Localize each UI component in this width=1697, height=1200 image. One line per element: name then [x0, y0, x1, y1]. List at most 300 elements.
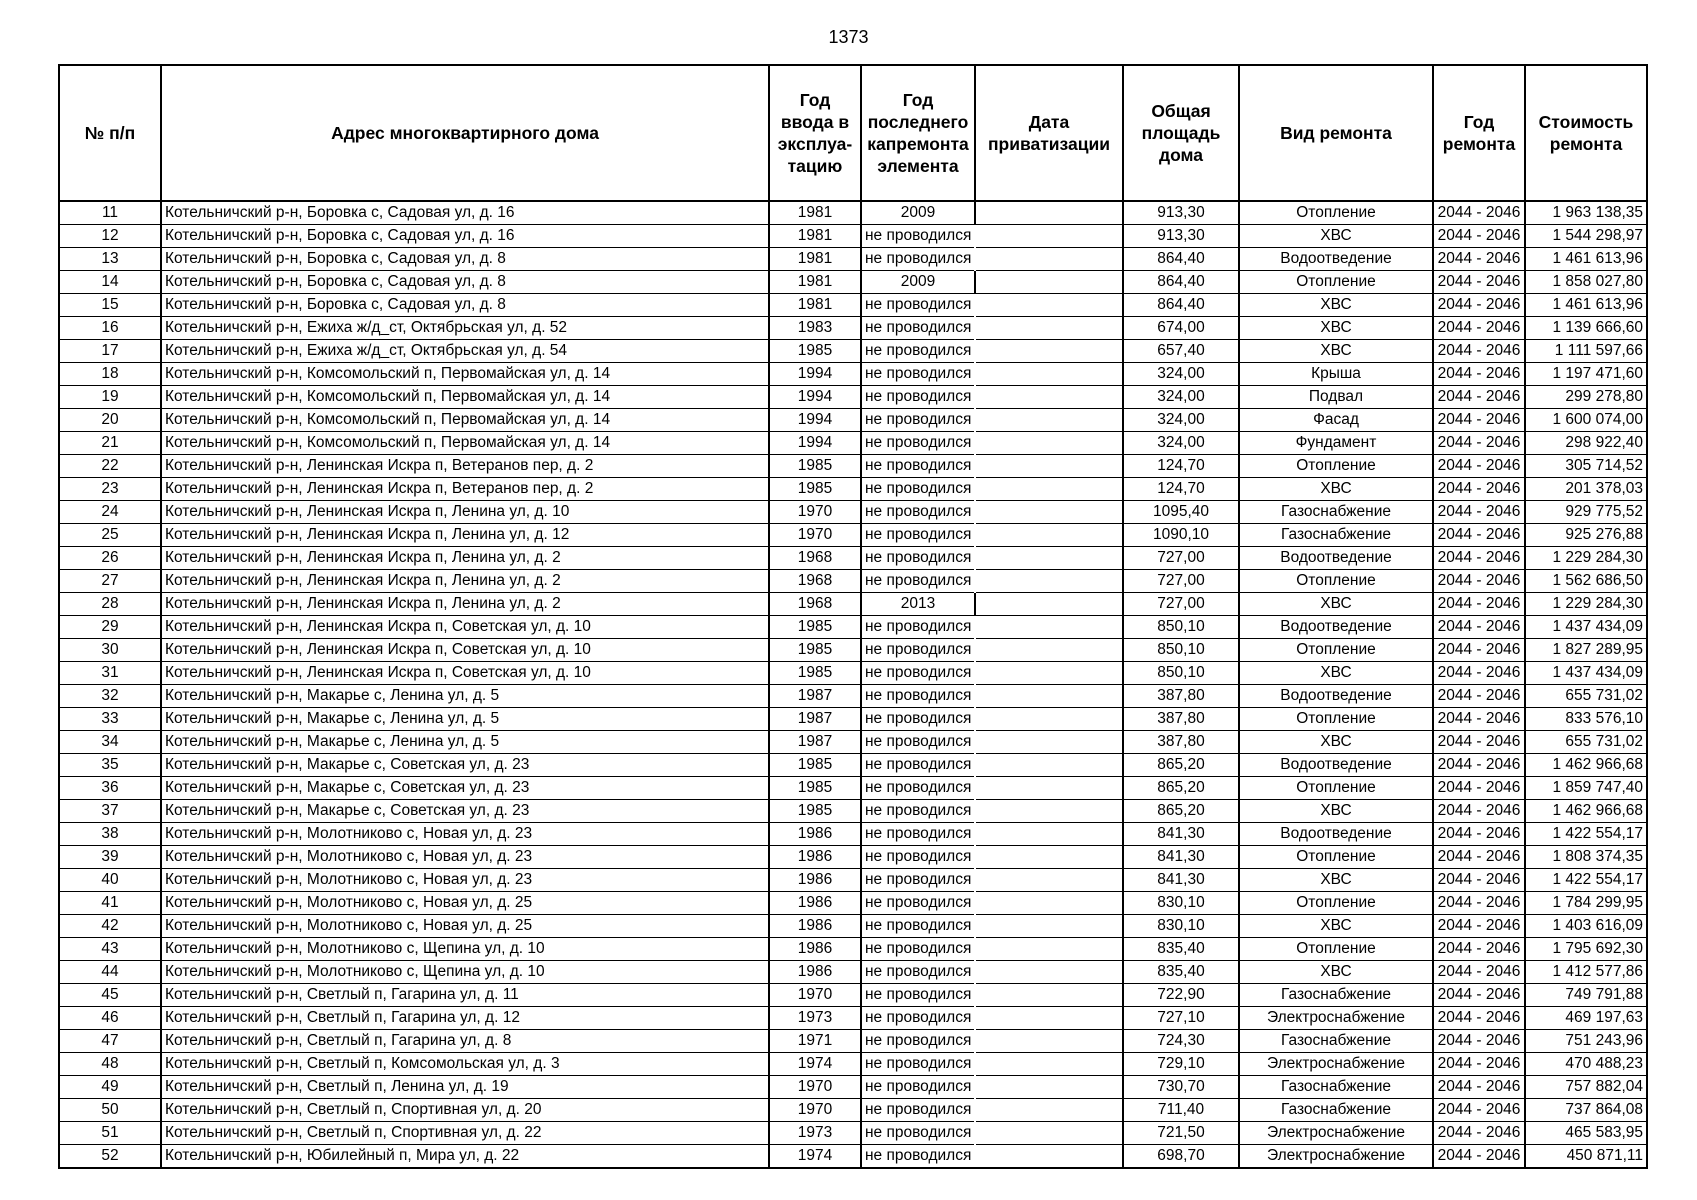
row-repair-period: 2044 - 2046 [1433, 1007, 1525, 1030]
table-row [59, 846, 1647, 869]
row-area: 387,80 [1123, 685, 1239, 708]
table-row [59, 201, 1647, 225]
table-row [59, 800, 1647, 823]
row-year-built: 1985 [769, 616, 861, 639]
table-row [59, 1053, 1647, 1076]
row-number: 12 [59, 225, 161, 248]
row-year-built: 1985 [769, 777, 861, 800]
row-area: 727,00 [1123, 570, 1239, 593]
row-number: 32 [59, 685, 161, 708]
row-cost: 929 775,52 [1525, 501, 1647, 524]
row-repair-period: 2044 - 2046 [1433, 777, 1525, 800]
row-last-repair: не проводился [861, 547, 975, 570]
row-area: 124,70 [1123, 478, 1239, 501]
table-row [59, 708, 1647, 731]
row-number: 49 [59, 1076, 161, 1099]
row-cost: 1 403 616,09 [1525, 915, 1647, 938]
table-row [59, 869, 1647, 892]
row-year-built: 1981 [769, 201, 861, 225]
row-number: 37 [59, 800, 161, 823]
row-area: 864,40 [1123, 294, 1239, 317]
row-repair-type: Водоотведение [1239, 248, 1433, 271]
row-address: Котельничский р-н, Ленинская Искра п, Советская ул, д. 10 [161, 662, 769, 685]
row-year-built: 1987 [769, 731, 861, 754]
row-repair-type: ХВС [1239, 225, 1433, 248]
row-address: Котельничский р-н, Комсомольский п, Первомайская ул, д. 14 [161, 432, 769, 455]
row-year-built: 1981 [769, 294, 861, 317]
row-address: Котельничский р-н, Комсомольский п, Первомайская ул, д. 14 [161, 386, 769, 409]
row-cost: 1 412 577,86 [1525, 961, 1647, 984]
table-row [59, 271, 1647, 294]
row-number: 50 [59, 1099, 161, 1122]
row-area: 324,00 [1123, 409, 1239, 432]
header-repair-type: Вид ремонта [1239, 65, 1433, 201]
row-address: Котельничский р-н, Светлый п, Гагарина ул, д. 11 [161, 984, 769, 1007]
row-cost: 1 795 692,30 [1525, 938, 1647, 961]
table-row [59, 363, 1647, 386]
row-repair-period: 2044 - 2046 [1433, 938, 1525, 961]
row-number: 36 [59, 777, 161, 800]
row-privatization [975, 524, 1123, 547]
row-repair-period: 2044 - 2046 [1433, 823, 1525, 846]
row-area: 830,10 [1123, 892, 1239, 915]
row-address: Котельничский р-н, Комсомольский п, Первомайская ул, д. 14 [161, 409, 769, 432]
row-last-repair: не проводился [861, 754, 975, 777]
row-repair-period: 2044 - 2046 [1433, 915, 1525, 938]
row-cost: 655 731,02 [1525, 731, 1647, 754]
row-address: Котельничский р-н, Ленинская Искра п, Ветеранов пер, д. 2 [161, 455, 769, 478]
row-address: Котельничский р-н, Макарье с, Советская ул, д. 23 [161, 777, 769, 800]
row-repair-type: ХВС [1239, 294, 1433, 317]
row-privatization [975, 708, 1123, 731]
row-year-built: 1985 [769, 455, 861, 478]
row-last-repair: не проводился [861, 524, 975, 547]
table-row [59, 1122, 1647, 1145]
row-area: 721,50 [1123, 1122, 1239, 1145]
row-number: 20 [59, 409, 161, 432]
row-number: 38 [59, 823, 161, 846]
row-number: 22 [59, 455, 161, 478]
row-repair-period: 2044 - 2046 [1433, 455, 1525, 478]
row-address: Котельничский р-н, Макарье с, Советская ул, д. 23 [161, 754, 769, 777]
row-privatization [975, 616, 1123, 639]
row-year-built: 1970 [769, 1099, 861, 1122]
row-last-repair: не проводился [861, 317, 975, 340]
row-number: 52 [59, 1145, 161, 1169]
row-repair-type: Водоотведение [1239, 547, 1433, 570]
row-privatization [975, 248, 1123, 271]
row-privatization [975, 570, 1123, 593]
row-area: 722,90 [1123, 984, 1239, 1007]
table-row [59, 662, 1647, 685]
row-repair-type: Отопление [1239, 846, 1433, 869]
row-address: Котельничский р-н, Светлый п, Гагарина ул, д. 8 [161, 1030, 769, 1053]
row-privatization [975, 823, 1123, 846]
row-address: Котельничский р-н, Боровка с, Садовая ул, д. 16 [161, 201, 769, 225]
row-privatization [975, 1099, 1123, 1122]
row-last-repair: 2009 [861, 271, 975, 294]
table-row [59, 961, 1647, 984]
row-number: 43 [59, 938, 161, 961]
row-year-built: 1986 [769, 961, 861, 984]
row-repair-period: 2044 - 2046 [1433, 869, 1525, 892]
row-address: Котельничский р-н, Ленинская Искра п, Ленина ул, д. 2 [161, 547, 769, 570]
row-area: 850,10 [1123, 616, 1239, 639]
row-repair-period: 2044 - 2046 [1433, 570, 1525, 593]
table-row [59, 938, 1647, 961]
row-cost: 201 378,03 [1525, 478, 1647, 501]
row-address: Котельничский р-н, Светлый п, Ленина ул, д. 19 [161, 1076, 769, 1099]
row-last-repair: не проводился [861, 1030, 975, 1053]
row-number: 13 [59, 248, 161, 271]
row-area: 850,10 [1123, 662, 1239, 685]
row-repair-period: 2044 - 2046 [1433, 984, 1525, 1007]
row-repair-type: Отопление [1239, 938, 1433, 961]
row-year-built: 1985 [769, 478, 861, 501]
row-cost: 655 731,02 [1525, 685, 1647, 708]
table-row [59, 984, 1647, 1007]
row-area: 865,20 [1123, 777, 1239, 800]
row-area: 913,30 [1123, 201, 1239, 225]
table-row [59, 478, 1647, 501]
table-row [59, 409, 1647, 432]
row-year-built: 1994 [769, 432, 861, 455]
row-repair-period: 2044 - 2046 [1433, 271, 1525, 294]
row-repair-period: 2044 - 2046 [1433, 363, 1525, 386]
row-address: Котельничский р-н, Светлый п, Гагарина ул, д. 12 [161, 1007, 769, 1030]
row-year-built: 1974 [769, 1053, 861, 1076]
row-year-built: 1985 [769, 800, 861, 823]
row-repair-period: 2044 - 2046 [1433, 685, 1525, 708]
row-address: Котельничский р-н, Боровка с, Садовая ул, д. 8 [161, 248, 769, 271]
row-repair-period: 2044 - 2046 [1433, 1076, 1525, 1099]
row-address: Котельничский р-н, Юбилейный п, Мира ул, д. 22 [161, 1145, 769, 1169]
row-address: Котельничский р-н, Макарье с, Советская ул, д. 23 [161, 800, 769, 823]
row-area: 864,40 [1123, 248, 1239, 271]
table-row [59, 547, 1647, 570]
row-last-repair: не проводился [861, 248, 975, 271]
row-number: 19 [59, 386, 161, 409]
row-privatization [975, 363, 1123, 386]
row-number: 33 [59, 708, 161, 731]
row-year-built: 1971 [769, 1030, 861, 1053]
row-number: 11 [59, 201, 161, 225]
row-number: 34 [59, 731, 161, 754]
row-last-repair: не проводился [861, 1053, 975, 1076]
row-area: 387,80 [1123, 708, 1239, 731]
header-area: Общая площадь дома [1123, 65, 1239, 201]
row-repair-type: Газоснабжение [1239, 1030, 1433, 1053]
table-row [59, 340, 1647, 363]
row-cost: 1 437 434,09 [1525, 662, 1647, 685]
table-row [59, 754, 1647, 777]
row-year-built: 1985 [769, 754, 861, 777]
row-address: Котельничский р-н, Светлый п, Комсомольская ул, д. 3 [161, 1053, 769, 1076]
row-last-repair: не проводился [861, 846, 975, 869]
table-row [59, 892, 1647, 915]
row-repair-period: 2044 - 2046 [1433, 317, 1525, 340]
row-repair-type: ХВС [1239, 340, 1433, 363]
row-year-built: 1986 [769, 846, 861, 869]
row-last-repair: 2013 [861, 593, 975, 616]
row-address: Котельничский р-н, Молотниково с, Новая ул, д. 23 [161, 869, 769, 892]
row-address: Котельничский р-н, Макарье с, Ленина ул, д. 5 [161, 685, 769, 708]
table-row [59, 248, 1647, 271]
row-last-repair: не проводился [861, 800, 975, 823]
row-repair-type: Электроснабжение [1239, 1122, 1433, 1145]
row-privatization [975, 1122, 1123, 1145]
row-cost: 1 544 298,97 [1525, 225, 1647, 248]
table-row [59, 616, 1647, 639]
row-year-built: 1981 [769, 248, 861, 271]
row-last-repair: не проводился [861, 639, 975, 662]
row-cost: 299 278,80 [1525, 386, 1647, 409]
row-privatization [975, 340, 1123, 363]
row-number: 27 [59, 570, 161, 593]
row-area: 1095,40 [1123, 501, 1239, 524]
row-repair-period: 2044 - 2046 [1433, 708, 1525, 731]
row-cost: 470 488,23 [1525, 1053, 1647, 1076]
row-repair-type: Подвал [1239, 386, 1433, 409]
row-repair-type: Водоотведение [1239, 823, 1433, 846]
row-year-built: 1986 [769, 869, 861, 892]
row-repair-period: 2044 - 2046 [1433, 340, 1525, 363]
row-number: 25 [59, 524, 161, 547]
row-year-built: 1987 [769, 708, 861, 731]
row-repair-period: 2044 - 2046 [1433, 961, 1525, 984]
row-year-built: 1974 [769, 1145, 861, 1169]
row-year-built: 1981 [769, 271, 861, 294]
row-year-built: 1987 [769, 685, 861, 708]
row-cost: 1 808 374,35 [1525, 846, 1647, 869]
row-last-repair: не проводился [861, 386, 975, 409]
row-last-repair: не проводился [861, 1076, 975, 1099]
table-row [59, 823, 1647, 846]
row-repair-type: Крыша [1239, 363, 1433, 386]
row-area: 727,10 [1123, 1007, 1239, 1030]
row-area: 841,30 [1123, 823, 1239, 846]
row-repair-period: 2044 - 2046 [1433, 1099, 1525, 1122]
row-privatization [975, 1076, 1123, 1099]
row-last-repair: не проводился [861, 409, 975, 432]
row-year-built: 1994 [769, 363, 861, 386]
row-repair-period: 2044 - 2046 [1433, 201, 1525, 225]
row-last-repair: не проводился [861, 478, 975, 501]
row-area: 324,00 [1123, 386, 1239, 409]
table-row [59, 1099, 1647, 1122]
row-last-repair: не проводился [861, 984, 975, 1007]
row-last-repair: не проводился [861, 455, 975, 478]
row-privatization [975, 662, 1123, 685]
row-year-built: 1986 [769, 938, 861, 961]
table-row [59, 317, 1647, 340]
row-repair-type: ХВС [1239, 800, 1433, 823]
row-last-repair: не проводился [861, 938, 975, 961]
row-cost: 1 422 554,17 [1525, 823, 1647, 846]
table-row [59, 432, 1647, 455]
row-cost: 305 714,52 [1525, 455, 1647, 478]
row-cost: 1 461 613,96 [1525, 248, 1647, 271]
page-number: 1373 [828, 27, 869, 47]
row-year-built: 1970 [769, 1076, 861, 1099]
row-repair-type: Отопление [1239, 455, 1433, 478]
row-year-built: 1985 [769, 340, 861, 363]
row-year-built: 1968 [769, 547, 861, 570]
table-header-row [59, 65, 1647, 201]
row-year-built: 1985 [769, 639, 861, 662]
row-repair-type: ХВС [1239, 731, 1433, 754]
row-last-repair: не проводился [861, 961, 975, 984]
row-area: 324,00 [1123, 432, 1239, 455]
row-address: Котельничский р-н, Молотниково с, Новая ул, д. 23 [161, 846, 769, 869]
row-privatization [975, 201, 1123, 225]
repair-registry-table [58, 64, 1648, 1169]
row-address: Котельничский р-н, Ленинская Искра п, Советская ул, д. 10 [161, 616, 769, 639]
row-address: Котельничский р-н, Макарье с, Ленина ул, д. 5 [161, 708, 769, 731]
row-cost: 1 600 074,00 [1525, 409, 1647, 432]
table-row [59, 639, 1647, 662]
row-cost: 1 963 138,35 [1525, 201, 1647, 225]
row-year-built: 1973 [769, 1122, 861, 1145]
row-privatization [975, 1007, 1123, 1030]
row-year-built: 1994 [769, 386, 861, 409]
row-repair-type: Отопление [1239, 201, 1433, 225]
row-cost: 1 462 966,68 [1525, 800, 1647, 823]
row-address: Котельничский р-н, Ленинская Искра п, Советская ул, д. 10 [161, 639, 769, 662]
row-address: Котельничский р-н, Ленинская Искра п, Ленина ул, д. 12 [161, 524, 769, 547]
row-last-repair: не проводился [861, 1145, 975, 1169]
row-repair-type: Фасад [1239, 409, 1433, 432]
table-row [59, 386, 1647, 409]
row-privatization [975, 593, 1123, 616]
row-repair-period: 2044 - 2046 [1433, 432, 1525, 455]
row-cost: 925 276,88 [1525, 524, 1647, 547]
row-number: 30 [59, 639, 161, 662]
row-privatization [975, 1053, 1123, 1076]
row-last-repair: не проводился [861, 915, 975, 938]
row-last-repair: не проводился [861, 501, 975, 524]
row-address: Котельничский р-н, Боровка с, Садовая ул, д. 16 [161, 225, 769, 248]
row-privatization [975, 685, 1123, 708]
row-cost: 737 864,08 [1525, 1099, 1647, 1122]
row-last-repair: 2009 [861, 201, 975, 225]
row-last-repair: не проводился [861, 570, 975, 593]
row-area: 830,10 [1123, 915, 1239, 938]
row-repair-period: 2044 - 2046 [1433, 593, 1525, 616]
row-last-repair: не проводился [861, 432, 975, 455]
row-area: 724,30 [1123, 1030, 1239, 1053]
row-number: 39 [59, 846, 161, 869]
row-repair-period: 2044 - 2046 [1433, 639, 1525, 662]
row-number: 31 [59, 662, 161, 685]
row-year-built: 1986 [769, 915, 861, 938]
row-privatization [975, 478, 1123, 501]
row-number: 24 [59, 501, 161, 524]
row-repair-type: Газоснабжение [1239, 1099, 1433, 1122]
row-number: 21 [59, 432, 161, 455]
row-area: 730,70 [1123, 1076, 1239, 1099]
row-last-repair: не проводился [861, 225, 975, 248]
row-privatization [975, 386, 1123, 409]
row-area: 698,70 [1123, 1145, 1239, 1169]
row-number: 35 [59, 754, 161, 777]
row-repair-period: 2044 - 2046 [1433, 409, 1525, 432]
row-repair-type: Газоснабжение [1239, 524, 1433, 547]
row-repair-type: Отопление [1239, 708, 1433, 731]
row-repair-period: 2044 - 2046 [1433, 892, 1525, 915]
row-privatization [975, 409, 1123, 432]
row-cost: 1 111 597,66 [1525, 340, 1647, 363]
row-area: 729,10 [1123, 1053, 1239, 1076]
table-row [59, 915, 1647, 938]
table-row [59, 1145, 1647, 1169]
row-privatization [975, 501, 1123, 524]
row-area: 865,20 [1123, 754, 1239, 777]
row-repair-type: Газоснабжение [1239, 1076, 1433, 1099]
row-area: 711,40 [1123, 1099, 1239, 1122]
row-privatization [975, 777, 1123, 800]
header-last-repair: Год последнего капремонта элемента [861, 65, 975, 201]
row-repair-type: Отопление [1239, 570, 1433, 593]
row-address: Котельничский р-н, Молотниково с, Новая ул, д. 25 [161, 892, 769, 915]
row-repair-period: 2044 - 2046 [1433, 1145, 1525, 1169]
row-repair-type: ХВС [1239, 961, 1433, 984]
row-repair-period: 2044 - 2046 [1433, 731, 1525, 754]
row-year-built: 1973 [769, 1007, 861, 1030]
row-privatization [975, 846, 1123, 869]
row-area: 657,40 [1123, 340, 1239, 363]
row-repair-type: Отопление [1239, 639, 1433, 662]
row-number: 47 [59, 1030, 161, 1053]
row-number: 18 [59, 363, 161, 386]
row-area: 674,00 [1123, 317, 1239, 340]
table-row [59, 524, 1647, 547]
row-year-built: 1986 [769, 892, 861, 915]
row-privatization [975, 938, 1123, 961]
header-privatization: Дата приватизации [975, 65, 1123, 201]
row-area: 841,30 [1123, 846, 1239, 869]
row-cost: 1 859 747,40 [1525, 777, 1647, 800]
row-last-repair: не проводился [861, 731, 975, 754]
row-area: 835,40 [1123, 961, 1239, 984]
row-address: Котельничский р-н, Ленинская Искра п, Ленина ул, д. 2 [161, 570, 769, 593]
row-number: 15 [59, 294, 161, 317]
row-cost: 1 462 966,68 [1525, 754, 1647, 777]
table-row [59, 294, 1647, 317]
row-privatization [975, 961, 1123, 984]
table-row [59, 685, 1647, 708]
row-privatization [975, 639, 1123, 662]
row-repair-type: Водоотведение [1239, 616, 1433, 639]
row-repair-period: 2044 - 2046 [1433, 1030, 1525, 1053]
row-last-repair: не проводился [861, 869, 975, 892]
row-repair-type: Водоотведение [1239, 754, 1433, 777]
row-cost: 1 229 284,30 [1525, 593, 1647, 616]
row-number: 44 [59, 961, 161, 984]
row-last-repair: не проводился [861, 616, 975, 639]
row-number: 17 [59, 340, 161, 363]
row-area: 1090,10 [1123, 524, 1239, 547]
row-year-built: 1968 [769, 570, 861, 593]
row-repair-type: Электроснабжение [1239, 1145, 1433, 1169]
row-address: Котельничский р-н, Ленинская Искра п, Ветеранов пер, д. 2 [161, 478, 769, 501]
row-cost: 1 139 666,60 [1525, 317, 1647, 340]
row-privatization [975, 869, 1123, 892]
row-last-repair: не проводился [861, 708, 975, 731]
row-privatization [975, 984, 1123, 1007]
row-last-repair: не проводился [861, 823, 975, 846]
row-number: 23 [59, 478, 161, 501]
